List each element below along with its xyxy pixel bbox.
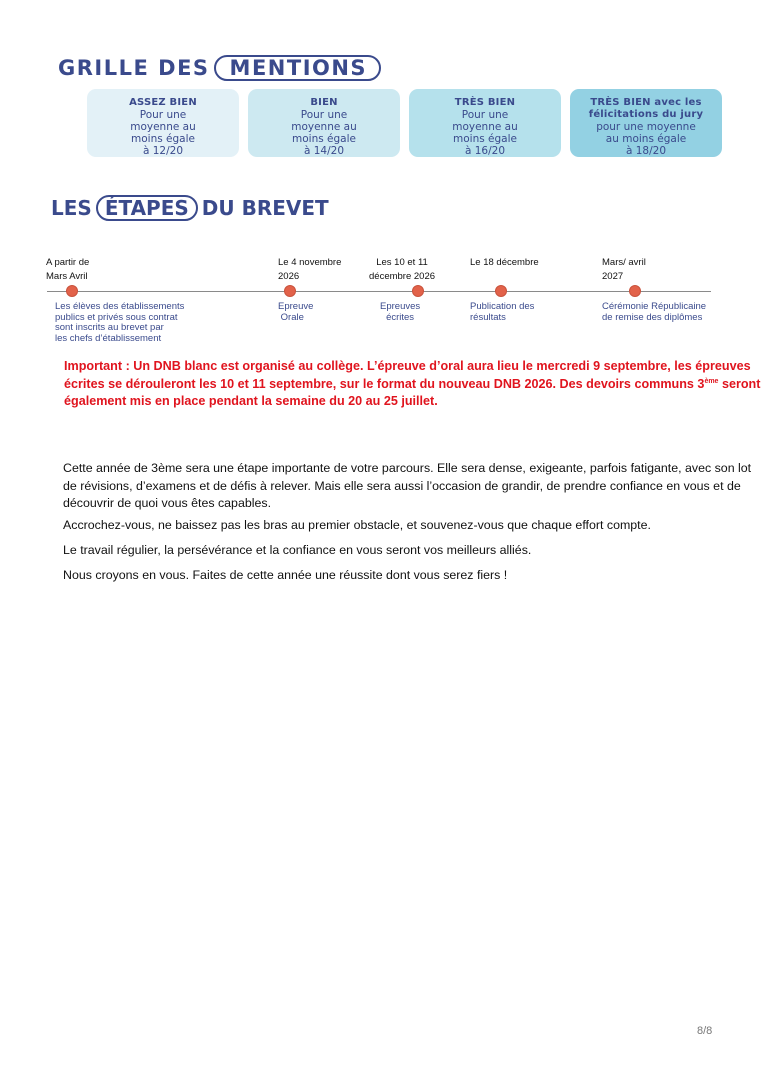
timeline-dot (66, 285, 78, 297)
mention-line: à 14/20 (303, 145, 345, 157)
paragraph: Le travail régulier, la persévérance et la confiance en vous seront vos meilleurs alliés. (63, 543, 532, 557)
important-text-1: Important : Un DNB blanc est organisé au collège. L’épreuve d’oral aura lieu le mercredi 9 septembre, les épreuves écrites se dérouleront les 10 et 11 septembre, sur le format du nouveau DNB 2026. Des devoirs communs 3 (64, 359, 751, 391)
timeline-step: Cérémonie Républicaine de remise des diplômes (602, 301, 707, 323)
timeline-step: Les élèves des établissements publics et privés sous contrat sont inscrits au brevet par les chefs d’établissement (55, 301, 185, 344)
grille-title-pill: MENTIONS (214, 55, 382, 81)
etapes-title-right: DU BREVET (201, 196, 329, 220)
mention-line: Pour une (139, 109, 187, 121)
mention-title: ASSEZ BIEN (129, 97, 197, 108)
timeline-date: Mars/ avril 2027 (602, 257, 646, 282)
timeline-step: Epreuves écrites (380, 301, 421, 323)
mention-line: moins égale (453, 133, 517, 145)
mention-line: moins égale (292, 133, 356, 145)
mention-line: à 12/20 (142, 145, 184, 157)
timeline-date: Les 10 et 11 décembre 2026 (369, 257, 436, 282)
mention-line: à 16/20 (464, 145, 506, 157)
timeline-step: Publication des résultats (470, 301, 535, 323)
etapes-title-left: LES (51, 196, 92, 220)
important-sup: ème (704, 377, 719, 385)
timeline-line (47, 291, 711, 292)
page-number: 8/8 (697, 1025, 713, 1037)
timeline-date: Le 18 décembre (470, 257, 539, 268)
timeline-dot (284, 285, 296, 297)
mention-line: au moins égale (605, 133, 687, 145)
mention-card-bien (248, 89, 400, 157)
mention-line: moins égale (131, 133, 195, 145)
mention-line: pour une moyenne (596, 121, 696, 133)
mention-card-tres-bien (409, 89, 561, 157)
mention-title: TRÈS BIEN (454, 97, 516, 108)
mention-line: moyenne au (452, 121, 518, 133)
etapes-title (51, 193, 329, 223)
paragraph: Nous croyons en vous. Faites de cette année une réussite dont vous serez fiers ! (63, 568, 508, 582)
paragraph: Cette année de 3ème sera une étape importante de votre parcours. Elle sera dense, exigeante, parfois fatigante, avec son lot de révisions, d’examens et de défis à relever. Mais elle sera aussi l’occasion de grandir, de prendre confiance en vous et de découvrir de quoi vous êtes capables. (63, 461, 752, 510)
timeline-date: A partir de Mars Avril (46, 257, 90, 282)
mention-line: Pour une (300, 109, 348, 121)
mention-line: Pour une (461, 109, 509, 121)
mention-card-assez-bien (87, 89, 239, 157)
timeline-dot (495, 285, 507, 297)
mention-title: TRÈS BIEN avec les (590, 97, 702, 108)
mention-line: moyenne au (291, 121, 357, 133)
important-text-2: seront également mis en place pendant la semaine du 20 au 25 juillet. (64, 376, 761, 408)
timeline-date: Le 4 novembre 2026 (278, 257, 342, 282)
etapes-title-pill: ÉTAPES (96, 195, 198, 221)
grille-title-left: GRILLE DES (58, 56, 210, 80)
mention-title: félicitations du jury (588, 109, 704, 120)
mention-title: BIEN (310, 97, 338, 108)
mention-card-tres-bien-felicitations (570, 89, 722, 157)
mention-line: à 18/20 (625, 145, 667, 157)
paragraph: Accrochez-vous, ne baissez pas les bras au premier obstacle, et souvenez-vous que chaque effort compte. (63, 518, 651, 532)
mention-line: moyenne au (130, 121, 196, 133)
grille-title (58, 54, 381, 82)
timeline-dot (629, 285, 641, 297)
timeline-step: Epreuve Orale (278, 301, 314, 323)
timeline-dot (412, 285, 424, 297)
important-notice (64, 358, 764, 411)
